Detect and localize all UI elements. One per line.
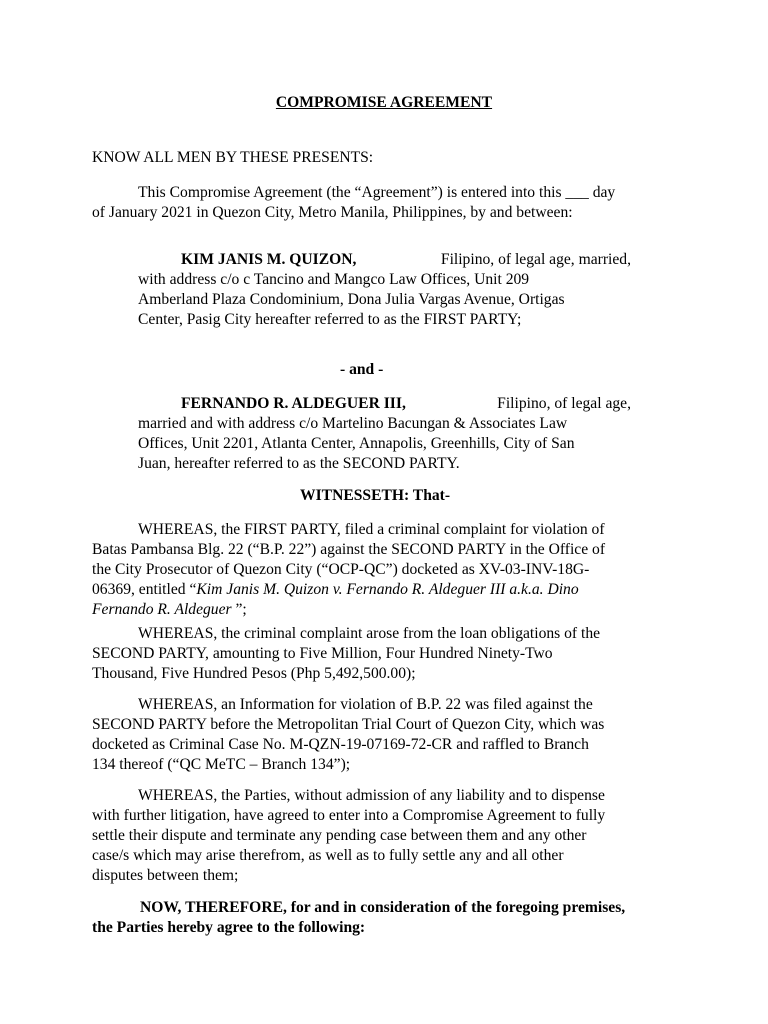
now-therefore-line-2: the Parties hereby agree to the following: <box>92 919 366 936</box>
first-party-line-3: Amberland Plaza Condominium, Dona Julia Vargas Avenue, Ortigas <box>138 291 565 308</box>
first-party-line-1: KIM JANIS M. QUIZON, Filipino, of legal age, married, <box>181 251 631 268</box>
whereas1-line-3: the City Prosecutor of Quezon City (“OCP-QC”) docketed as XV-03-INV-18G- <box>92 561 590 578</box>
whereas3-line-2: SECOND PARTY before the Metropolitan Trial Court of Quezon City, which was <box>92 716 605 733</box>
whereas3-line-1: WHEREAS, an Information for violation of B.P. 22 was filed against the <box>138 696 593 713</box>
whereas1-line-4: 06369, entitled “Kim Janis M. Quizon v. Fernando R. Aldeguer III a.k.a. Dino <box>92 581 579 598</box>
second-party-line-4: Juan, hereafter referred to as the SECOND PARTY. <box>138 455 460 472</box>
and-separator: - and - <box>340 361 384 378</box>
first-party-line-2: with address c/o c Tancino and Mangco Law Offices, Unit 209 <box>138 271 530 288</box>
first-party-name: KIM JANIS M. QUIZON, <box>181 251 357 268</box>
now-therefore-line-1: NOW, THEREFORE, for and in consideration of the foregoing premises, <box>140 899 626 916</box>
intro-line-1: This Compromise Agreement (the “Agreement”) is entered into this ___ day <box>138 184 616 201</box>
second-party-name: FERNANDO R. ALDEGUER III, <box>181 395 406 412</box>
whereas2-line-2: SECOND PARTY, amounting to Five Million, Four Hundred Ninety-Two <box>92 645 553 662</box>
first-party-line-4: Center, Pasig City hereafter referred to as the FIRST PARTY; <box>138 311 522 328</box>
opening-line: KNOW ALL MEN BY THESE PRESENTS: <box>92 149 374 166</box>
whereas1-line-5: Fernando R. Aldeguer ”; <box>92 601 247 618</box>
whereas2-line-1: WHEREAS, the criminal complaint arose from the loan obligations of the <box>138 625 601 642</box>
whereas4-line-1: WHEREAS, the Parties, without admission of any liability and to dispense <box>138 787 605 804</box>
whereas4-line-2: with further litigation, have agreed to enter into a Compromise Agreement to fully <box>92 807 606 824</box>
document-title: COMPROMISE AGREEMENT <box>275 94 493 111</box>
whereas4-line-5: disputes between them; <box>92 867 239 884</box>
whereas3-line-3: docketed as Criminal Case No. M-QZN-19-07169-72-CR and raffled to Branch <box>92 736 589 753</box>
second-party-line-2: married and with address c/o Martelino Bacungan & Associates Law <box>138 415 568 432</box>
second-party-line-3: Offices, Unit 2201, Atlanta Center, Annapolis, Greenhills, City of San <box>138 435 575 452</box>
whereas2-line-3: Thousand, Five Hundred Pesos (Php 5,492,500.00); <box>92 665 416 682</box>
intro-line-2: of January 2021 in Quezon City, Metro Manila, Philippines, by and between: <box>92 204 573 221</box>
case-title: Kim Janis M. Quizon v. Fernando R. Aldeguer III a.k.a. Dino <box>196 581 579 598</box>
whereas4-line-3: settle their dispute and terminate any pending case between them and any other <box>92 827 587 844</box>
whereas1-line-2: Batas Pambansa Blg. 22 (“B.P. 22”) against the SECOND PARTY in the Office of <box>92 541 606 558</box>
whereas3-line-4: 134 thereof (“QC MeTC – Branch 134”); <box>92 756 351 773</box>
witnesseth-heading: WITNESSETH: That- <box>300 487 451 504</box>
second-party-line-1: FERNANDO R. ALDEGUER III, Filipino, of legal age, <box>181 395 631 412</box>
whereas4-line-4: case/s which may arise therefrom, as well as to fully settle any and all other <box>92 847 564 864</box>
whereas1-line-1: WHEREAS, the FIRST PARTY, filed a criminal complaint for violation of <box>138 521 605 538</box>
